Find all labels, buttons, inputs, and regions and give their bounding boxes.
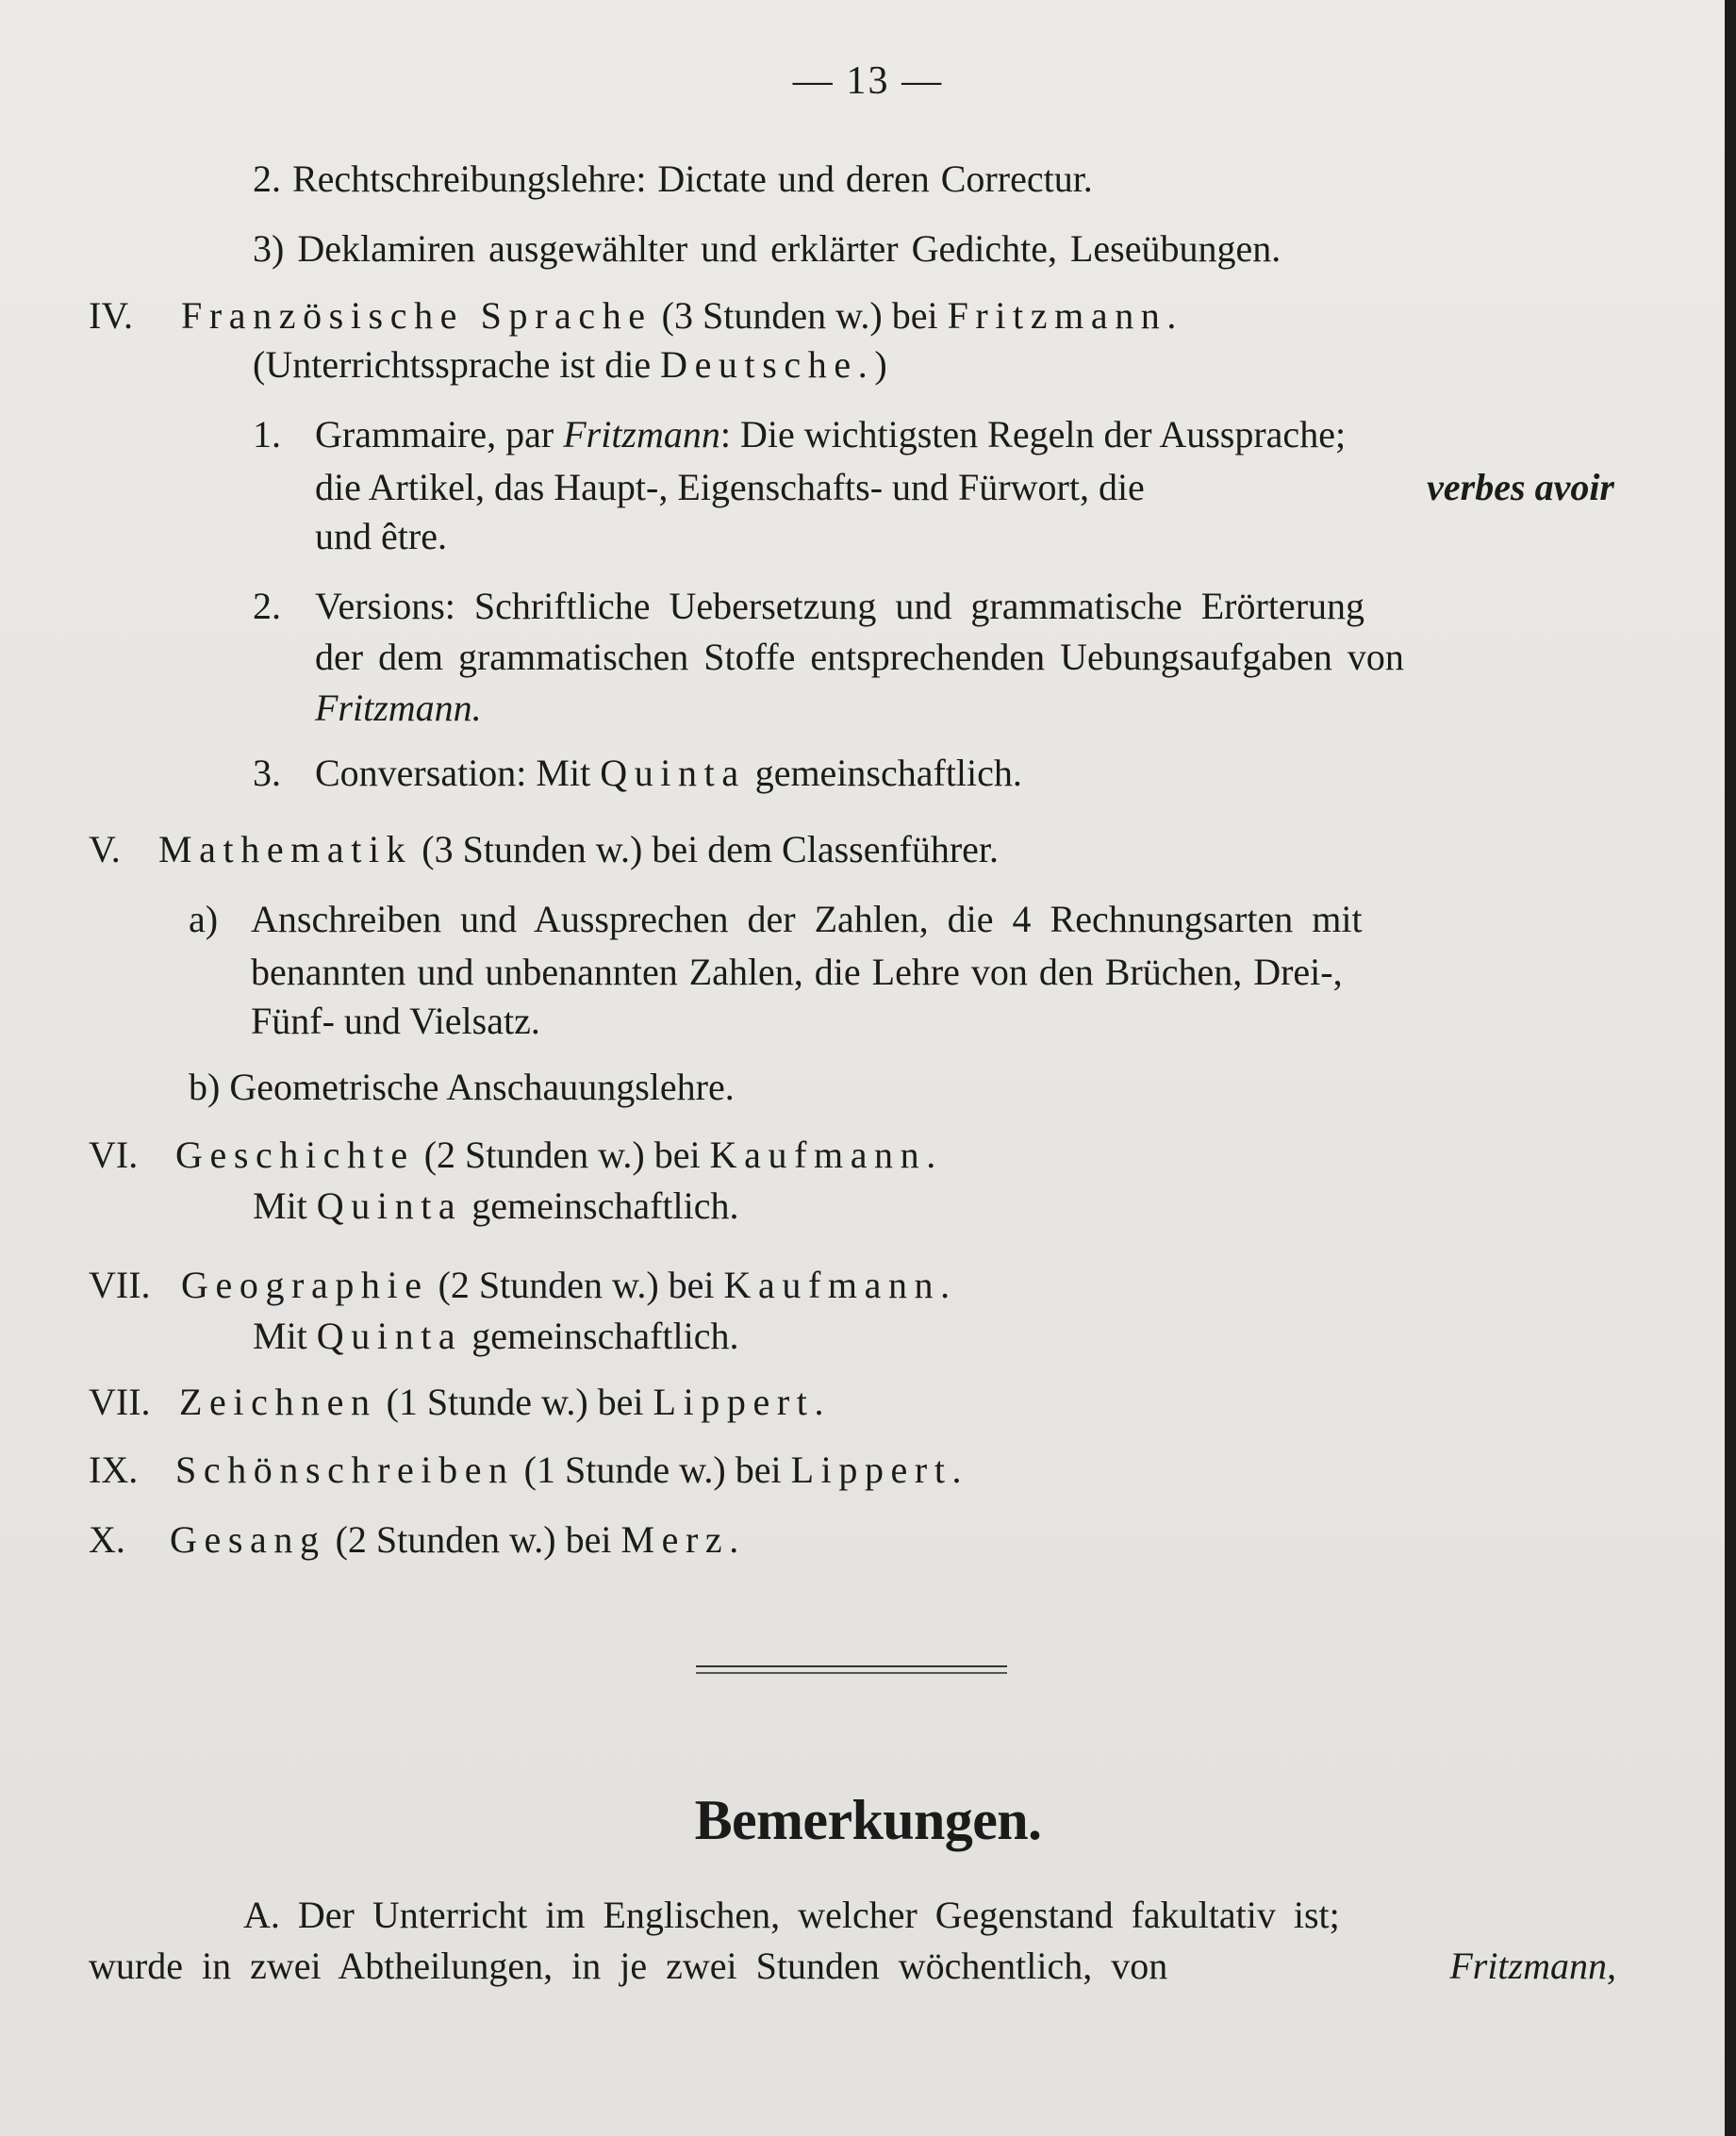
item-1-text-d: die Artikel, das Haupt-, Eigenschafts- und Fürwort, die — [315, 466, 1145, 508]
section-vii-number: VII. — [89, 1264, 151, 1306]
line-declamation: 3) Deklamiren ausgewählter und erklärter Gedichte, Leseübungen. — [253, 227, 1281, 270]
section-x-heading — [170, 1518, 746, 1562]
item-1-text-a-part: Grammaire, par — [315, 413, 554, 455]
section-x-number: X. — [89, 1518, 125, 1561]
section-iv-number: IV. — [89, 294, 134, 337]
remarks-line-2 — [89, 1945, 1616, 1988]
section-viii-rest: (1 Stunde w.) bei — [386, 1381, 644, 1423]
remarks-line-2-text: wurde in zwei Abtheilungen, in je zwei Stunden wöchentlich, von — [89, 1945, 1168, 1987]
remarks-line-2-author: Fritzmann, — [1449, 1945, 1616, 1987]
separator-rule — [696, 1665, 1007, 1674]
section-v-subject: Mathematik — [158, 828, 413, 870]
item-1-text-c: : Die wichtigsten Regeln der Aussprache; — [719, 413, 1347, 455]
section-vii-note-c: gemeinschaftlich. — [471, 1315, 739, 1357]
section-vii-note — [253, 1315, 739, 1358]
section-ix-number: IX. — [89, 1449, 139, 1491]
item-3-text-c: gemeinschaftlich. — [754, 752, 1022, 794]
remarks-heading: Bemerkungen. — [694, 1789, 1042, 1851]
page-number — [0, 58, 1736, 104]
section-viii-teacher: Lippert. — [653, 1381, 832, 1423]
section-iv-note-text: (Unterrichtssprache ist die — [253, 343, 652, 386]
item-1-number: 1. — [253, 413, 281, 455]
item-2-line-1: Versions: Schriftliche Uebersetzung und grammatische Erörterung — [315, 585, 1365, 627]
item-1-line-3: und être. — [315, 515, 447, 557]
page-number-text: — 13 — — [792, 59, 944, 103]
section-viii-subject: Zeichnen — [179, 1381, 377, 1423]
item-va-line-3: Fünf- und Vielsatz. — [251, 1000, 540, 1042]
section-vi-note-class: Quinta — [316, 1184, 463, 1227]
item-2-line-2: der dem grammatischen Stoffe entsprechenden Uebungsaufgaben von — [315, 636, 1404, 678]
section-vii-teacher: Kaufmann. — [723, 1264, 957, 1306]
item-3-text-a: Conversation: Mit — [315, 752, 591, 794]
section-x-rest: (2 Stunden w.) bei — [335, 1518, 612, 1561]
section-ix-subject: Schönschreiben — [175, 1449, 515, 1491]
section-iv-note-language: Deutsche. — [660, 343, 875, 386]
section-ix-teacher: Lippert. — [790, 1449, 969, 1491]
section-vi-subject: Geschichte — [175, 1134, 415, 1176]
item-2-number: 2. — [253, 585, 281, 627]
item-3-line — [315, 752, 1022, 795]
item-3-class: Quinta — [600, 752, 746, 794]
section-viii-heading — [179, 1381, 831, 1424]
line-orthography: 2. Rechtschreibungslehre: Dictate und deren Correctur. — [253, 157, 1093, 200]
section-iv-note-close: ) — [874, 343, 887, 386]
item-1-author: Fritzmann — [563, 413, 720, 455]
section-vi-teacher: Kaufmann. — [709, 1134, 943, 1176]
item-va-number: a) — [189, 898, 219, 940]
item-3-number: 3. — [253, 752, 281, 794]
item-va-line-1: Anschreiben und Aussprechen der Zahlen, die 4 Rechnungsarten mit — [251, 898, 1363, 940]
section-x-subject: Gesang — [170, 1518, 326, 1561]
section-iv-heading — [181, 294, 1183, 338]
item-2-author: Fritzmann. — [315, 687, 482, 729]
section-vi-note-c: gemeinschaftlich. — [471, 1184, 739, 1227]
section-vi-rest: (2 Stunden w.) bei — [423, 1134, 701, 1176]
section-ix-rest: (1 Stunde w.) bei — [523, 1449, 782, 1491]
section-iv-subject: Französische Sprache — [181, 294, 653, 337]
item-1-text-a — [315, 413, 1346, 456]
remarks-line-1: A. Der Unterricht im Englischen, welcher Gegenstand fakultativ ist; — [243, 1894, 1340, 1936]
section-vi-heading — [175, 1134, 943, 1177]
item-1-line-2 — [315, 466, 1614, 509]
item-2-line-3 — [315, 687, 482, 730]
section-vii-heading — [181, 1264, 957, 1307]
section-viii-number: VII. — [89, 1381, 151, 1423]
section-v-number: V. — [89, 828, 121, 870]
section-vi-number: VI. — [89, 1134, 139, 1176]
section-v-heading — [158, 828, 999, 871]
item-vb-line: b) Geometrische Anschauungslehre. — [189, 1066, 735, 1108]
section-iv-teacher: Fritzmann. — [947, 294, 1183, 337]
section-iv-note — [253, 343, 887, 387]
section-x-teacher: Merz. — [620, 1518, 746, 1561]
section-vii-subject: Geographie — [181, 1264, 429, 1306]
section-vi-note-a: Mit — [253, 1184, 307, 1227]
section-iv-hours: (3 Stunden w.) bei — [661, 294, 938, 337]
section-vi-note — [253, 1184, 739, 1228]
item-1-verbs: verbes avoir — [1427, 466, 1614, 508]
page-edge — [1725, 0, 1736, 2136]
item-1-line-1 — [315, 413, 1614, 456]
section-ix-heading — [175, 1449, 968, 1492]
section-vii-note-a: Mit — [253, 1315, 307, 1357]
section-vii-rest: (2 Stunden w.) bei — [438, 1264, 715, 1306]
section-v-rest: (3 Stunden w.) bei dem Classenführer. — [422, 828, 999, 870]
item-va-line-2: benannten und unbenannten Zahlen, die Lehre von den Brüchen, Drei-, — [251, 951, 1343, 993]
section-vii-note-class: Quinta — [316, 1315, 463, 1357]
